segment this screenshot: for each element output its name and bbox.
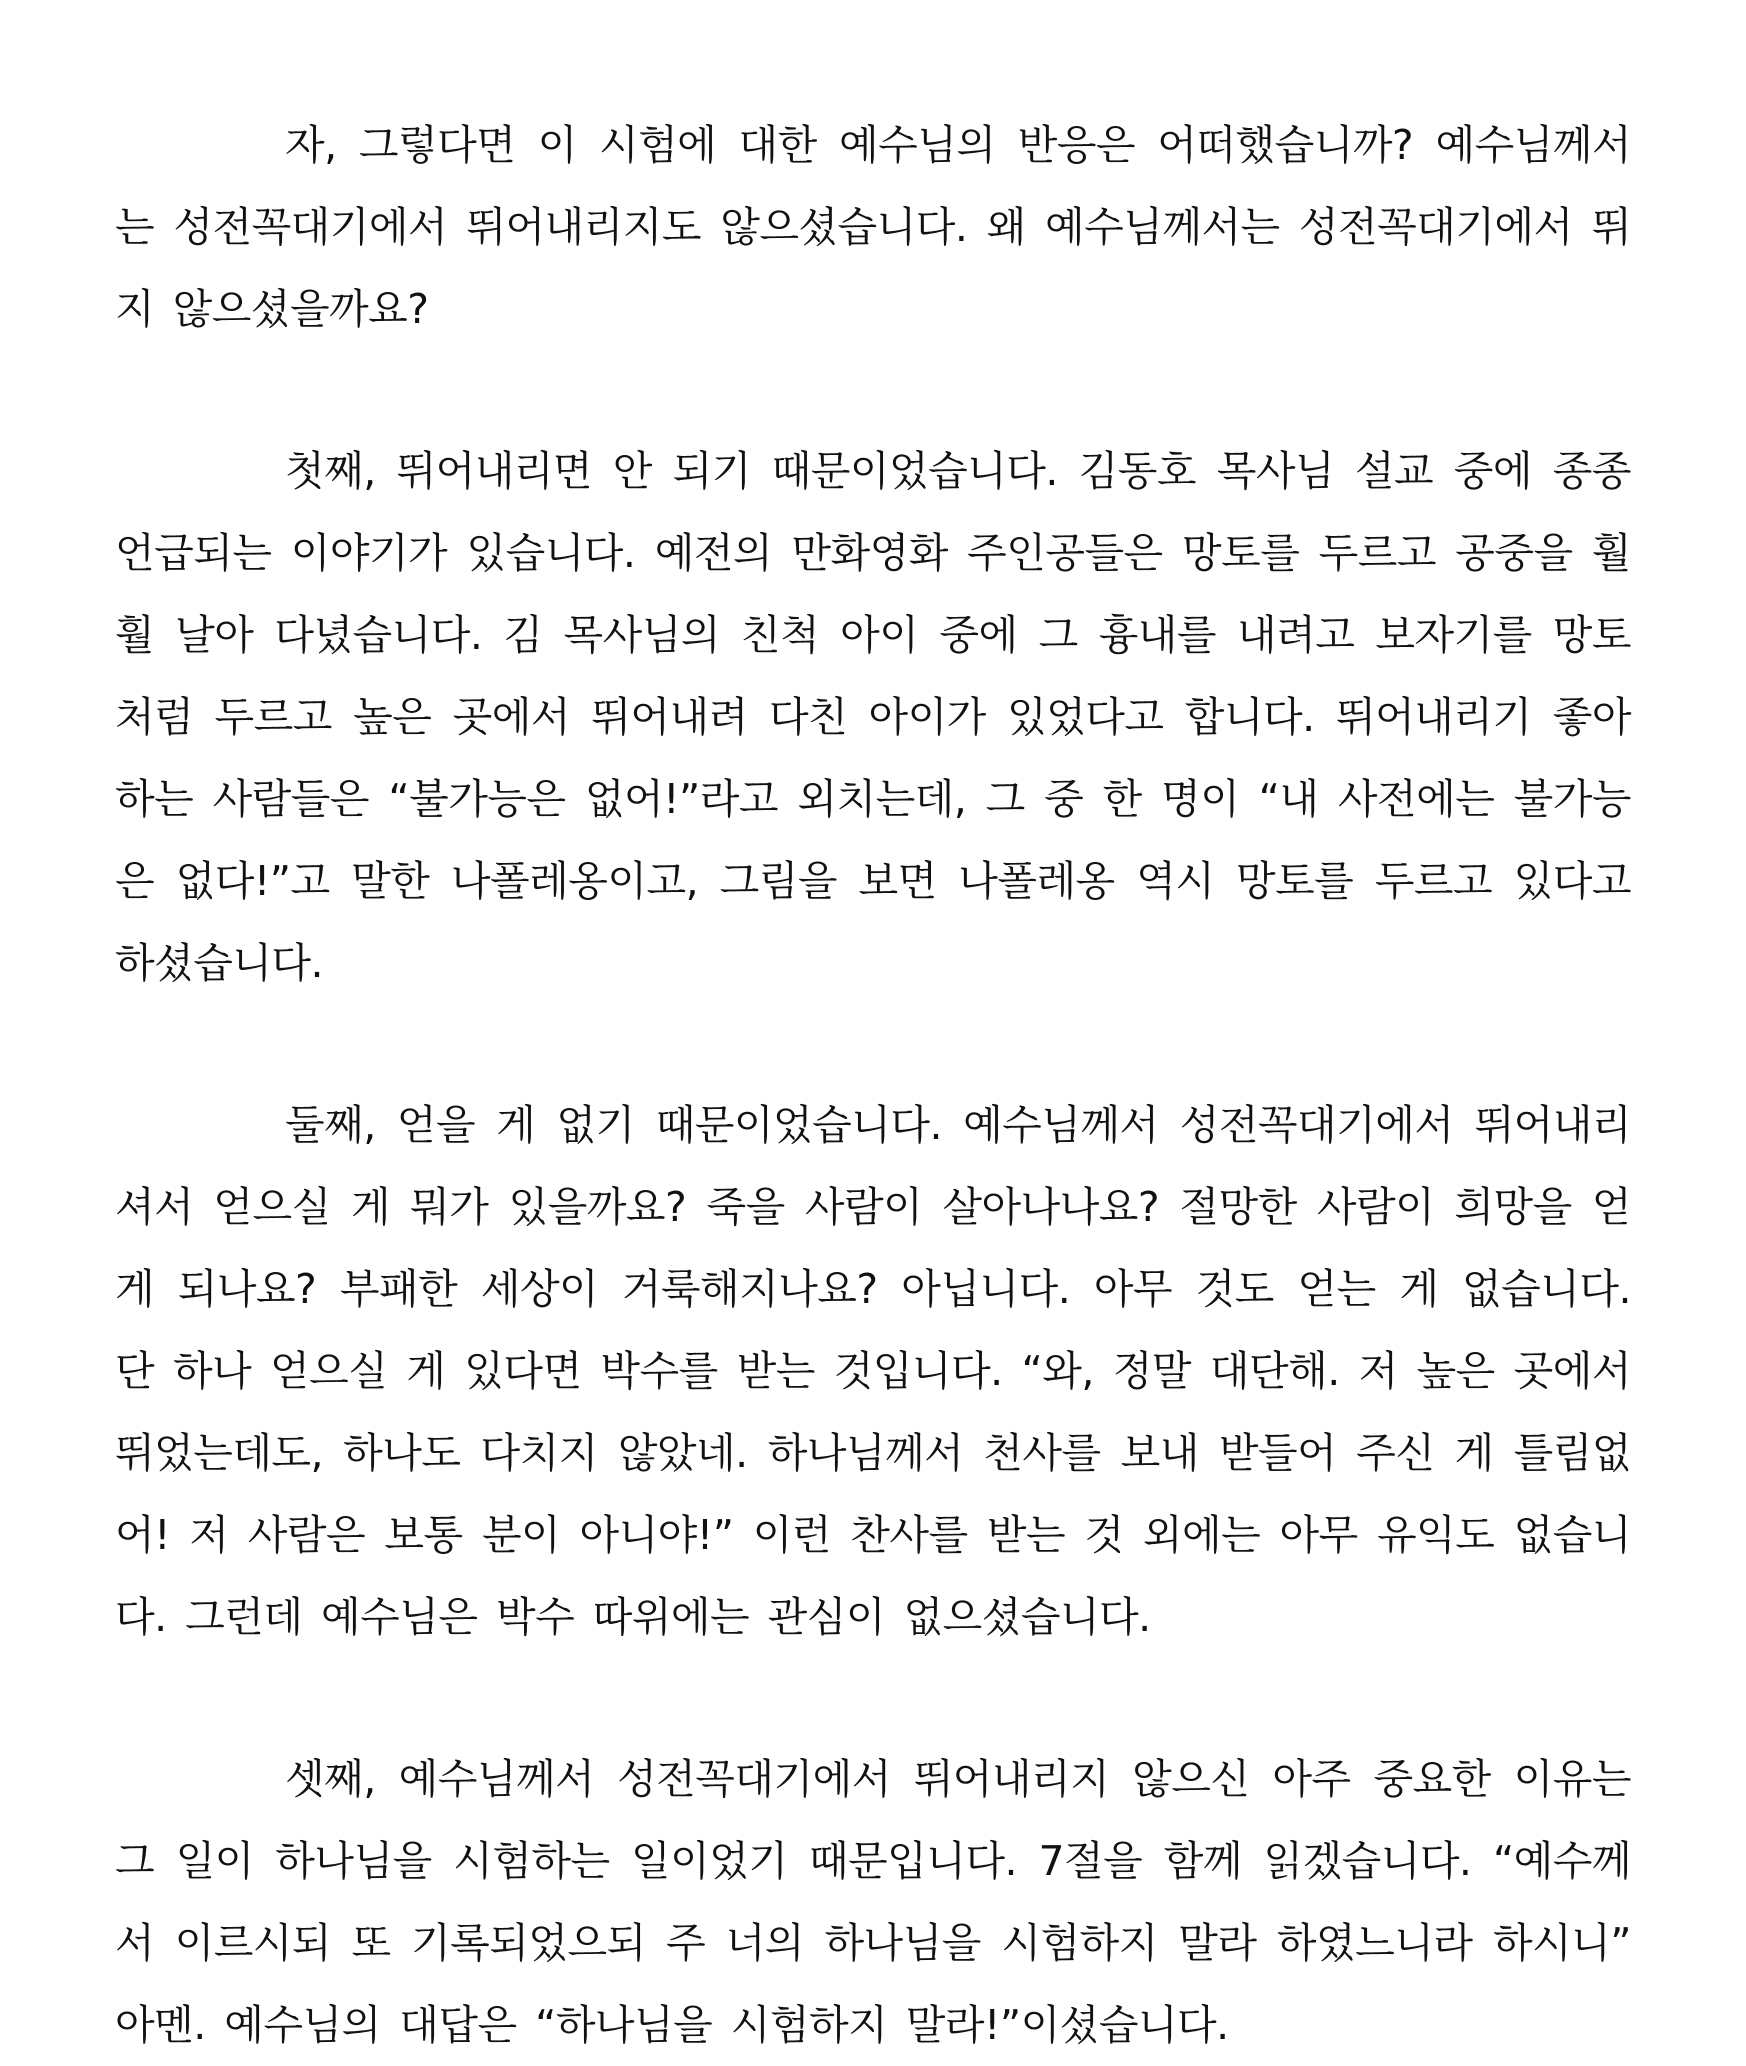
paragraph-4: 셋째, 예수님께서 성전꼭대기에서 뛰어내리지 않으신 아주 중요한 이유는 그 일이 하나님을 시험하는 일이었기 때문입니다. 7절을 함께 읽겠습니다. “예수께서 이르시되 또 기록되었으되 주 너의 하나님을 시험하지 말라 하였느니라 하시니” 아멘. 예수님의 대답은 “하나님을 시험하지 말라!”이셨습니다.: [115, 1755, 1631, 2049]
paragraph-3: 둘째, 얻을 게 없기 때문이었습니다. 예수님께서 성전꼭대기에서 뛰어내리셔서 얻으실 게 뭐가 있을까요? 죽을 사람이 살아나나요? 절망한 사람이 희망을 얻게 되나요? 부패한 세상이 거룩해지나요? 아닙니다. 아무 것도 얻는 게 없습니다. 단 하나 얻으실 게 있다면 박수를 받는 것입니다. “와, 정말 대단해. 저 높은 곳에서 뛰었는데도, 하나도 다치지 않았네. 하나님께서 천사를 보내 받들어 주신 게 틀림없어! 저 사람은 보통 분이 아니야!” 이런 찬사를 받는 것 외에는 아무 유익도 없습니다. 그런데 예수님은 박수 따위에는 관심이 없으셨습니다.: [115, 1101, 1631, 1641]
paragraph-1: 자, 그렇다면 이 시험에 대한 예수님의 반응은 어떠했습니까? 예수님께서는 성전꼭대기에서 뛰어내리지도 않으셨습니다. 왜 예수님께서는 성전꼭대기에서 뛰지 않으셨을까요?: [115, 121, 1631, 333]
paragraph-2: 첫째, 뛰어내리면 안 되기 때문이었습니다. 김동호 목사님 설교 중에 종종 언급되는 이야기가 있습니다. 예전의 만화영화 주인공들은 망토를 두르고 공중을 훨훨 날아 다녔습니다. 김 목사님의 친척 아이 중에 그 흉내를 내려고 보자기를 망토처럼 두르고 높은 곳에서 뛰어내려 다친 아이가 있었다고 합니다. 뛰어내리기 좋아하는 사람들은 “불가능은 없어!”라고 외치는데, 그 중 한 명이 “내 사전에는 불가능은 없다!”고 말한 나폴레옹이고, 그림을 보면 나폴레옹 역시 망토를 두르고 있다고 하셨습니다.: [115, 447, 1631, 987]
